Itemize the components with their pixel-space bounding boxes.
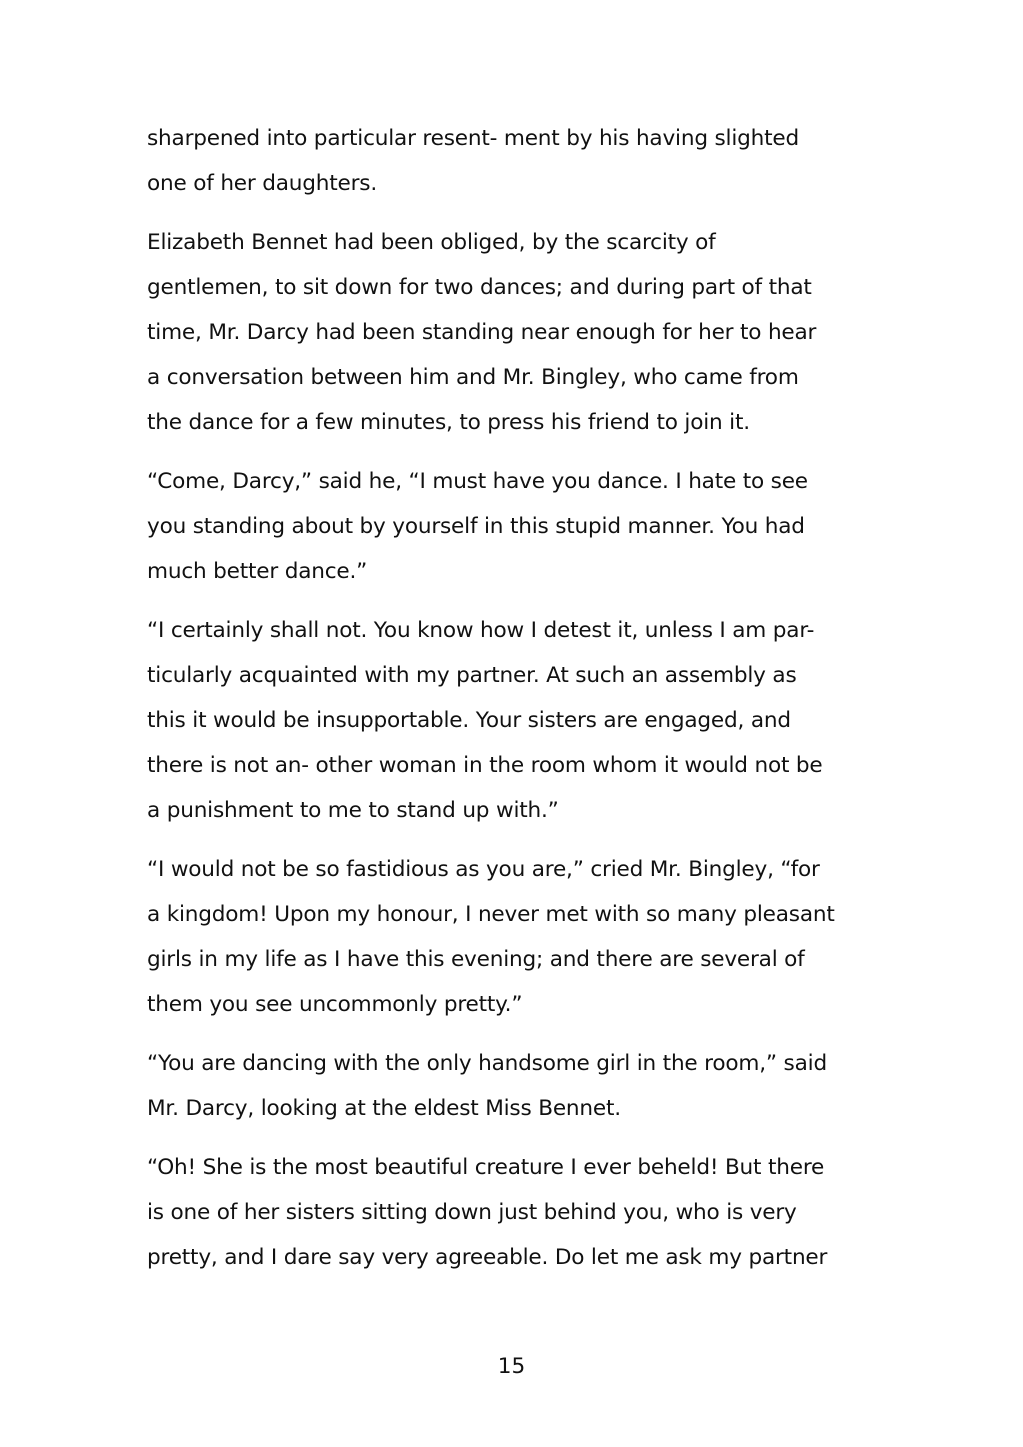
paragraph-1 xyxy=(147,116,887,206)
text-line: “Oh! She is the most beautiful creature I ever beheld! But there xyxy=(147,1155,825,1180)
text-line: you standing about by yourself in this stupid manner. You had xyxy=(147,514,805,539)
text-line: “I would not be so fastidious as you are,” cried Mr. Bingley, “for xyxy=(147,857,820,882)
text-line: a conversation between him and Mr. Bingley, who came from xyxy=(147,365,799,390)
text-line: time, Mr. Darcy had been standing near enough for her to hear xyxy=(147,320,817,345)
paragraph-6 xyxy=(147,1041,887,1131)
paragraph-2 xyxy=(147,220,887,445)
text-line: a kingdom! Upon my honour, I never met with so many pleasant xyxy=(147,902,835,927)
text-line: the dance for a few minutes, to press his friend to join it. xyxy=(147,410,750,435)
text-line: a punishment to me to stand up with.” xyxy=(147,798,559,823)
text-line: one of her daughters. xyxy=(147,171,377,196)
paragraph-7 xyxy=(147,1145,887,1280)
text-line: girls in my life as I have this evening; and there are several of xyxy=(147,947,805,972)
text-line: is one of her sisters sitting down just behind you, who is very xyxy=(147,1200,797,1225)
text-line: “Come, Darcy,” said he, “I must have you dance. I hate to see xyxy=(147,469,808,494)
paragraph-5 xyxy=(147,847,887,1027)
text-line: much better dance.” xyxy=(147,559,368,584)
page-number: 15 xyxy=(497,1354,526,1379)
body-text xyxy=(147,116,887,1294)
text-line: this it would be insupportable. Your sisters are engaged, and xyxy=(147,708,791,733)
text-line: pretty, and I dare say very agreeable. Do let me ask my partner xyxy=(147,1245,828,1270)
paragraph-4 xyxy=(147,608,887,833)
paragraph-3 xyxy=(147,459,887,594)
text-line: ticularly acquainted with my partner. At such an assembly as xyxy=(147,663,797,688)
text-line: gentlemen, to sit down for two dances; and during part of that xyxy=(147,275,812,300)
text-line: Mr. Darcy, looking at the eldest Miss Bennet. xyxy=(147,1096,621,1121)
text-line: there is not an- other woman in the room whom it would not be xyxy=(147,753,823,778)
text-line: “I certainly shall not. You know how I detest it, unless I am par- xyxy=(147,618,815,643)
text-line: them you see uncommonly pretty.” xyxy=(147,992,523,1017)
text-line: Elizabeth Bennet had been obliged, by the scarcity of xyxy=(147,230,716,255)
text-line: sharpened into particular resent- ment by his having slighted xyxy=(147,126,799,151)
text-line: “You are dancing with the only handsome girl in the room,” said xyxy=(147,1051,827,1076)
